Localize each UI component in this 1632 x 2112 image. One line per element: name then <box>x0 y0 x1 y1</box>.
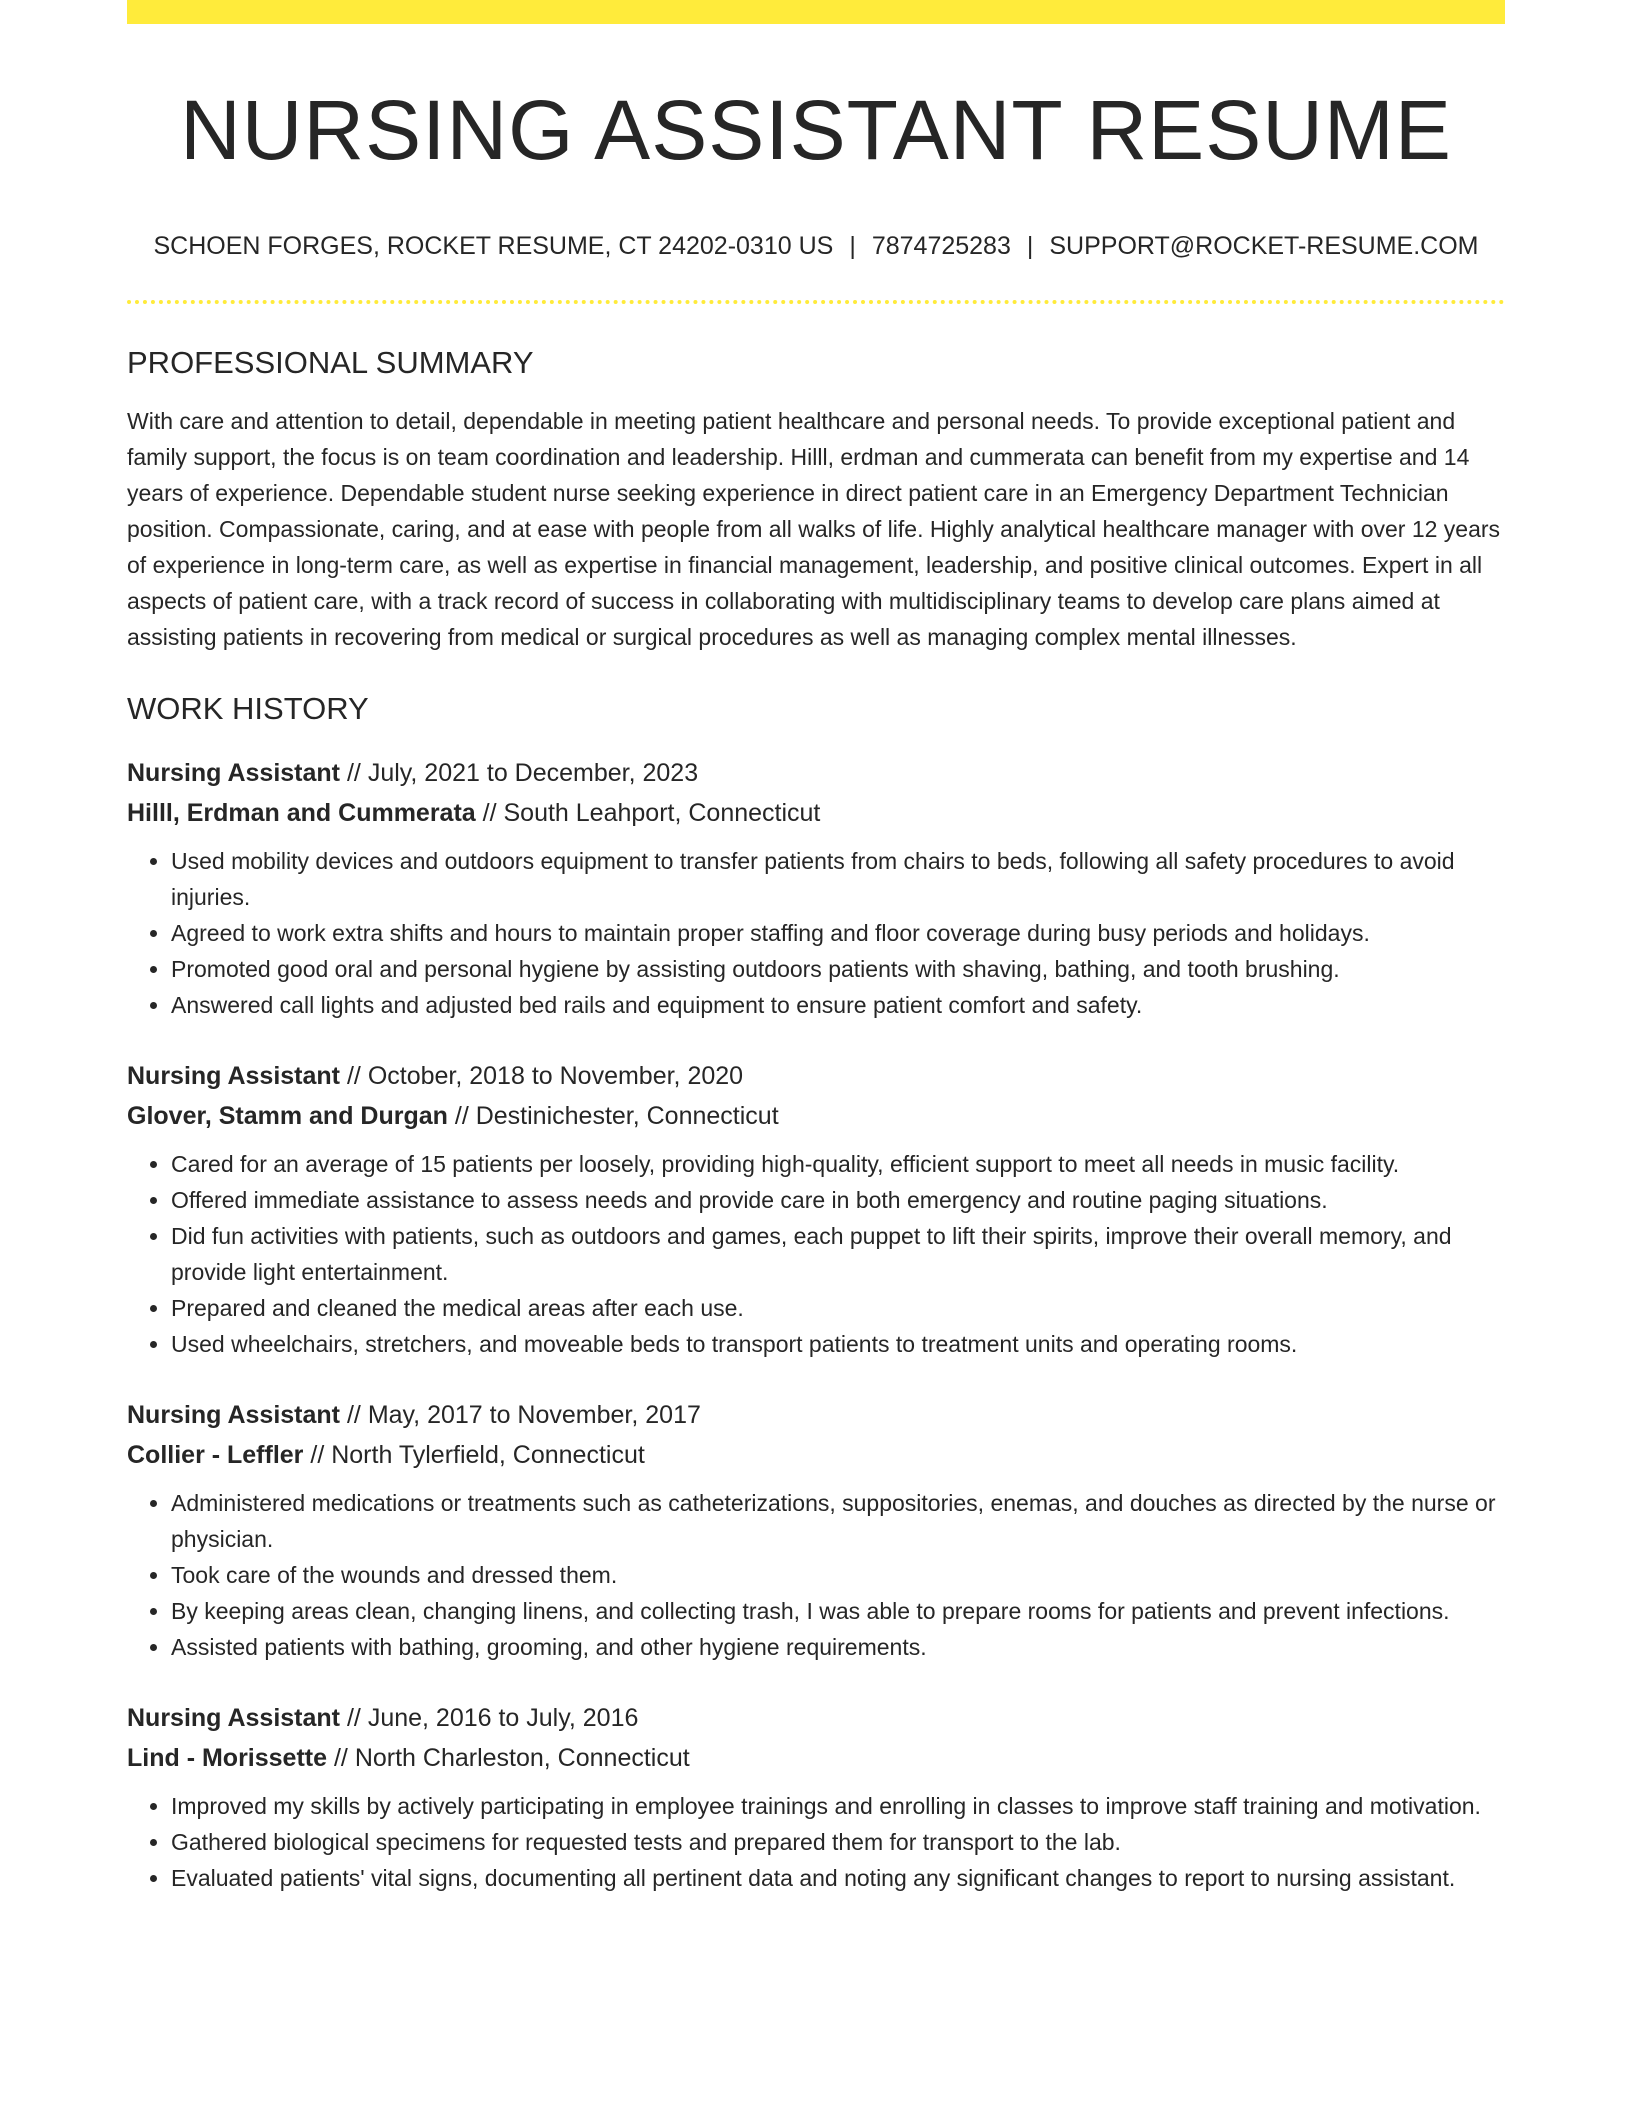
job-company: Lind - Morissette <box>127 1744 328 1772</box>
work-history-list <box>127 753 1505 1896</box>
job-company-line <box>127 1096 1505 1136</box>
job-duties-list <box>127 1146 1505 1362</box>
job-title-line <box>127 753 1505 793</box>
job-duty-item: • Took care of the wounds and dressed them. <box>171 1557 1505 1593</box>
resume-title: NURSING ASSISTANT RESUME <box>180 83 1452 177</box>
job-separator: // <box>340 759 368 787</box>
job-company-line <box>127 1435 1505 1475</box>
job-dates: May, 2017 to November, 2017 <box>367 1401 701 1429</box>
job-separator: // <box>340 1704 368 1732</box>
contact-phone: 7874725283 <box>871 232 1011 260</box>
job-duty-item: • Offered immediate assistance to assess needs and provide care in both emergency and routine paging situations. <box>171 1182 1505 1218</box>
job-duty-item: • Used wheelchairs, stretchers, and moveable beds to transport patients to treatment units and operating rooms. <box>171 1326 1505 1362</box>
job-title: Nursing Assistant <box>127 1704 341 1732</box>
job-title: Nursing Assistant <box>127 759 341 787</box>
job-duty-item: • By keeping areas clean, changing linens, and collecting trash, I was able to prepare rooms for patients and prevent infections. <box>171 1593 1505 1629</box>
contact-address: SCHOEN FORGES, ROCKET RESUME, CT 24202-0310 US <box>153 232 834 260</box>
job-separator: // <box>447 1102 476 1130</box>
job-entry <box>127 1395 1505 1665</box>
contact-email: SUPPORT@ROCKET-RESUME.COM <box>1049 232 1479 260</box>
job-dates: October, 2018 to November, 2020 <box>367 1062 744 1090</box>
job-company-line <box>127 1738 1505 1778</box>
job-duty-item: • Improved my skills by actively participating in employee trainings and enrolling in classes to improve staff training and motivation. <box>171 1788 1505 1824</box>
job-duty-item: • Evaluated patients' vital signs, documenting all pertinent data and noting any significant changes to report to nursing assistant. <box>171 1860 1505 1896</box>
job-title-line <box>127 1395 1505 1435</box>
job-duties-list <box>127 843 1505 1023</box>
job-duties-list <box>127 1485 1505 1665</box>
job-separator: // <box>340 1062 368 1090</box>
job-dates: June, 2016 to July, 2016 <box>367 1704 639 1732</box>
job-location: South Leahport, Connecticut <box>503 799 821 827</box>
job-separator: // <box>475 799 504 827</box>
job-dates: July, 2021 to December, 2023 <box>367 759 699 787</box>
job-separator: // <box>303 1441 332 1469</box>
dotted-divider <box>127 300 1505 304</box>
work-history-heading: WORK HISTORY <box>127 691 369 726</box>
job-company-line <box>127 793 1505 833</box>
job-location: Destinichester, Connecticut <box>475 1102 779 1130</box>
job-separator: // <box>327 1744 355 1772</box>
contact-separator: | <box>1026 232 1034 260</box>
job-duty-item: • Assisted patients with bathing, grooming, and other hygiene requirements. <box>171 1629 1505 1665</box>
job-duty-item: • Promoted good oral and personal hygiene by assisting outdoors patients with shaving, bathing, and tooth brushing. <box>171 951 1505 987</box>
job-duty-item: • Administered medications or treatments such as catheterizations, suppositories, enemas, and douches as directed by the nurse or physician. <box>171 1485 1505 1557</box>
job-title-line <box>127 1056 1505 1096</box>
job-duty-item: • Gathered biological specimens for requested tests and prepared them for transport to the lab. <box>171 1824 1505 1860</box>
job-duty-item: • Prepared and cleaned the medical areas after each use. <box>171 1290 1505 1326</box>
job-title: Nursing Assistant <box>127 1062 341 1090</box>
resume-content <box>127 0 1505 1896</box>
job-duty-item: • Answered call lights and adjusted bed rails and equipment to ensure patient comfort and safety. <box>171 987 1505 1023</box>
summary-heading: PROFESSIONAL SUMMARY <box>127 345 534 380</box>
job-title-line <box>127 1698 1505 1738</box>
job-entry <box>127 1056 1505 1362</box>
job-duty-item: • Cared for an average of 15 patients per loosely, providing high-quality, efficient support to meet all needs in music facility. <box>171 1146 1505 1182</box>
summary-text: With care and attention to detail, dependable in meeting patient healthcare and personal needs. To provide exceptional patient and family support, the focus is on team coordination and leadership. Hilll, erdman and cummerata can benefit from my expertise and 14 years of experience. Dependable student nurse seeking experience in direct patient care in an Emergency Department Technician position. Compassionate, caring, and at ease with people from all walks of life. Highly analytical healthcare manager with over 12 years of experience in long-term care, as well as expertise in financial management, leadership, and positive clinical outcomes. Expert in all aspects of patient care, with a track record of success in collaborating with multidisciplinary teams to develop care plans aimed at assisting patients in recovering from medical or surgical procedures as well as managing complex mental illnesses. <box>127 408 1501 650</box>
job-company: Collier - Leffler <box>127 1441 304 1469</box>
job-title: Nursing Assistant <box>127 1401 341 1429</box>
job-separator: // <box>340 1401 368 1429</box>
job-company: Glover, Stamm and Durgan <box>127 1102 448 1130</box>
job-duty-item: • Used mobility devices and outdoors equipment to transfer patients from chairs to beds, following all safety procedures to avoid injuries. <box>171 843 1505 915</box>
job-company: Hilll, Erdman and Cummerata <box>127 799 476 827</box>
job-duties-list <box>127 1788 1505 1896</box>
job-location: North Charleston, Connecticut <box>354 1744 690 1772</box>
job-location: North Tylerfield, Connecticut <box>331 1441 645 1469</box>
job-entry <box>127 1698 1505 1896</box>
job-duty-item: • Did fun activities with patients, such as outdoors and games, each puppet to lift their spirits, improve their overall memory, and provide light entertainment. <box>171 1218 1505 1290</box>
job-duty-item: • Agreed to work extra shifts and hours to maintain proper staffing and floor coverage during busy periods and holidays. <box>171 915 1505 951</box>
job-entry <box>127 753 1505 1023</box>
contact-line <box>127 230 1505 262</box>
contact-separator: | <box>849 232 856 260</box>
